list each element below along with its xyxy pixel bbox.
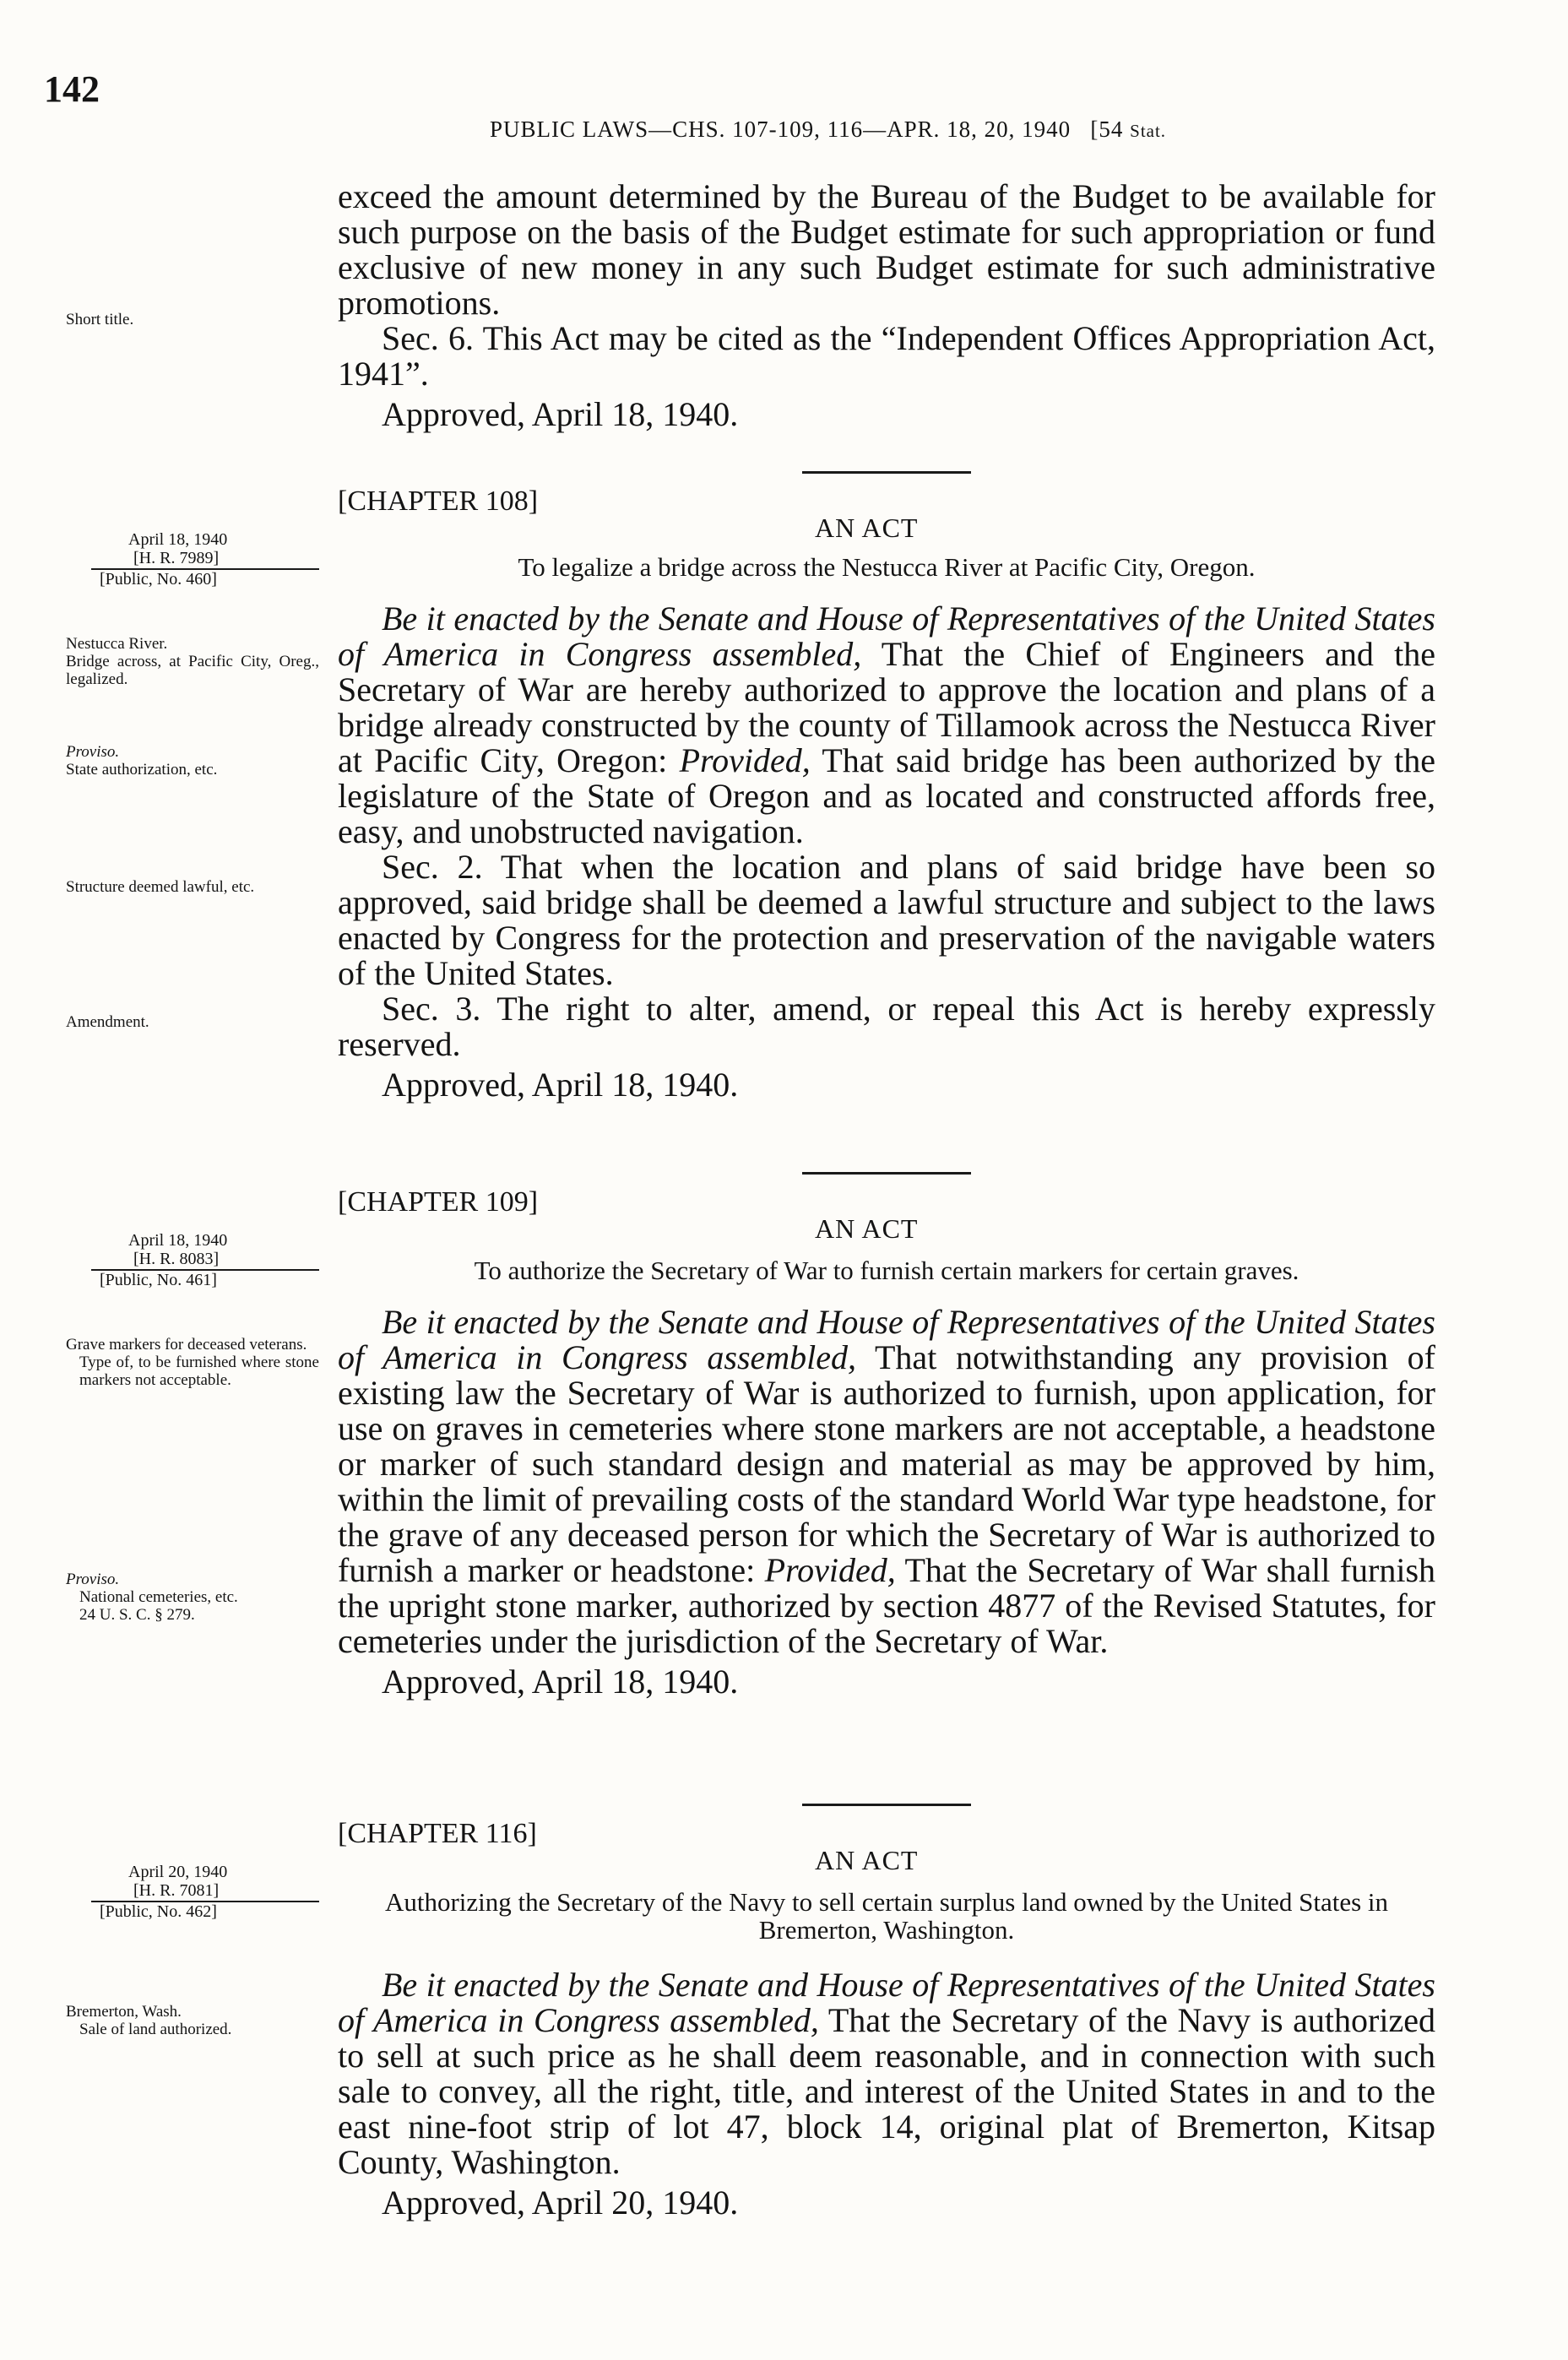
chapter-108-section-3-label: Sec. 3. [382,990,481,1028]
running-head [490,117,1166,143]
chapter-108-proviso-word: Provided, [679,741,811,779]
chapter-116-margin-1a: Bremerton, Wash. [66,2003,182,2021]
chapter-108-margin-1a: Nestucca River. [66,635,168,653]
running-head-stat: Stat. [1130,121,1167,141]
continuation-text [338,179,1435,432]
chapter-108-proviso-text: That said bridge has been authorized by the legislature of the State of Oregon and as located and constructed affords free, easy, and unobstructed navigation. [338,741,1436,850]
chapter-116-section-1 [338,1967,1435,2180]
chapter-108-margin-4: Amendment. [66,1013,149,1031]
chapter-109-margin-1b: Type of, to be furnished where stone markers not acceptable. [79,1354,319,1389]
chapter-108-public-law: [Public, No. 460] [100,570,217,589]
chapter-109-date: April 18, 1940 [128,1231,228,1250]
chapter-108-enacting-clause: Be it enacted by the Senate and House of Representatives of the United States of America in Congress assembled, [338,599,1435,673]
chapter-109-margin-1 [66,1336,319,1389]
page-number: 142 [44,68,100,110]
chapter-109-margin-1a: Grave markers for deceased veterans. [66,1336,307,1354]
chapter-108-section-1 [338,601,1435,849]
chapter-116-public-law: [Public, No. 462] [100,1902,217,1921]
chapter-116-margin-1 [66,2003,319,2038]
chapter-108-body [338,601,1435,1103]
chapter-109-body [338,1305,1435,1700]
chapter-108-margin-1b: Bridge across, at Pacific City, Oreg., legalized. [66,653,319,688]
running-head-title: PUBLIC LAWS—CHS. 107-109, 116—APR. 18, 20, 1940 [490,117,1072,142]
margin-short-title: Short title. [66,311,134,328]
chapter-109-bill-block [91,1231,319,1289]
chapter-108-bill-block [91,530,319,589]
chapter-109-bill: [H. R. 8083] [91,1250,319,1271]
chapter-109-margin-2 [66,1571,319,1624]
chapter-116-act-title: AN ACT [815,1845,919,1875]
chapter-108-section-2 [338,849,1435,991]
chapter-109-margin-2c: 24 U. S. C. § 279. [79,1606,195,1624]
chapter-108-margin-2b: State authorization, etc. [66,761,218,779]
chapter-109-public-law: [Public, No. 461] [100,1271,217,1289]
chapter-109-margin-2a: Proviso. [66,1571,120,1588]
running-head-volume: [54 [1090,117,1124,142]
chapter-108-margin-1 [66,635,319,688]
chapter-108-section-2-text: That when the location and plans of said bridge have been so approved, said bridge shall be deemed a lawful structure and subject to the laws enacted by Congress for the protection and preservation of the navigable waters of the United States. [338,848,1435,992]
chapter-116-bill: [H. R. 7081] [91,1881,319,1902]
chapter-108-section-2-label: Sec. 2. [382,848,483,886]
chapter-109-approved: Approved, April 18, 1940. [382,1663,739,1701]
chapter-109-proviso-word: Provided, [764,1551,896,1589]
chapter-109-section-1-text: That notwithstanding any provision of existing law the Secretary of War is authorized to furnish, upon application, for use on graves in cemeteries where stone markers are not acceptable, a headstone or marker of such standard design and material as may be approved by him, within the limit of prevailing costs of the standard World War type headstone, for the grave of any deceased person for which the Secretary of War is authorized to furnish a marker or headstone: [338,1338,1435,1589]
section-6-label: Sec. 6. [382,319,475,357]
chapter-108-heading: [CHAPTER 108] [338,486,539,517]
chapter-116-approved: Approved, April 20, 1940. [382,2184,739,2222]
chapter-109-act-title: AN ACT [815,1213,919,1244]
chapter-108-section-1-text: That the Chief of Engineers and the Secretary of War are hereby authorized to approve the location and plans of a bridge already constructed by the county of Tillamook across the Nestucca River at Pacific City, Oregon: [338,635,1436,779]
chapter-116-heading: [CHAPTER 116] [338,1818,537,1849]
chapter-116-section-1-text: That the Secretary of the Navy is authorized to sell at such price as he shall deem reasonable, and in connection with such sale to convey, all the right, title, and interest of the United States in and to the east nine-foot strip of lot 47, block 14, original plat of Bremerton, Kitsap County, Washington. [338,2001,1435,2181]
chapter-108-bill: [H. R. 7989] [91,549,319,570]
chapter-116-rule [802,1804,971,1806]
chapter-108-date: April 18, 1940 [128,530,228,549]
section-6-text: This Act may be cited as the “Independent Offices Appropriation Act, 1941”. [338,319,1436,393]
chapter-108-purpose: To legalize a bridge across the Nestucca River at Pacific City, Oregon. [518,552,1256,582]
chapter-116-bill-block [91,1863,319,1921]
chapter-108-margin-3: Structure deemed lawful, etc. [66,878,255,896]
chapter-109-purpose: To authorize the Secretary of War to furnish certain markers for certain graves. [474,1256,1299,1285]
continuation-approved: Approved, April 18, 1940. [382,395,739,433]
chapter-108-section-3 [338,991,1435,1062]
chapter-109-proviso-text: That the Secretary of War shall furnish the upright stone marker, authorized by section 4877 of the Revised Statutes, for cemeteries under the jurisdiction of the Secretary of War. [338,1551,1436,1660]
chapter-109-section-1 [338,1305,1435,1659]
chapter-108-approved: Approved, April 18, 1940. [382,1066,739,1104]
chapter-108-section-3-text: The right to alter, amend, or repeal this Act is hereby expressly reserved. [338,990,1436,1063]
chapter-116-date: April 20, 1940 [128,1863,228,1881]
chapter-116-margin-1b: Sale of land authorized. [79,2021,232,2038]
chapter-109-enacting-clause: Be it enacted by the Senate and House of Representatives of the United States of America in Congress assembled, [338,1303,1435,1376]
chapter-109-heading: [CHAPTER 109] [338,1186,539,1218]
chapter-108-act-title: AN ACT [815,513,919,543]
chapter-108-margin-2a: Proviso. [66,743,120,761]
chapter-108-margin-2 [66,743,319,779]
chapter-116-enacting-clause: Be it enacted by the Senate and House of Representatives of the United States of America in Congress assembled, [338,1966,1435,2039]
chapter-116-body [338,1967,1435,2221]
section-6 [338,321,1435,392]
chapter-116-purpose: Authorizing the Secretary of the Navy to sell certain surplus land owned by the United States in Bremerton, Washington. [384,1887,1389,1945]
chapter-109-margin-2b: National cemeteries, etc. [79,1588,238,1606]
chapter-109-rule [802,1172,971,1175]
chapter-108-rule [802,471,971,474]
continuation-paragraph: exceed the amount determined by the Bureau of the Budget to be available for such purpose on the basis of the Budget estimate for such appropriation or fund exclusive of new money in any such Budget estimate for such administrative promotions. [338,177,1435,322]
